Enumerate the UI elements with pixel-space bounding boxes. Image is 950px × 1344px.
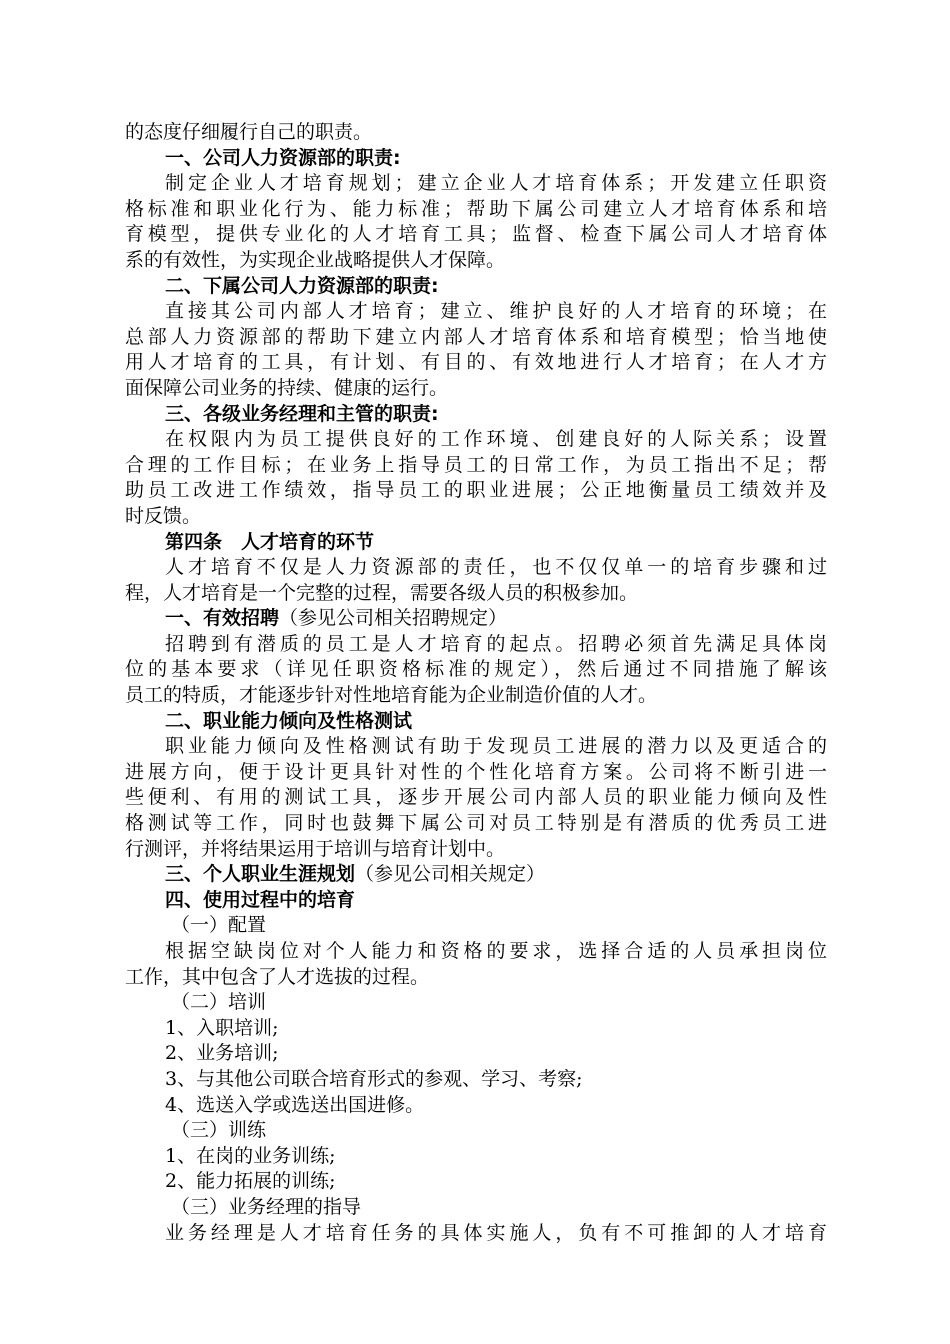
reference-note: （参见公司相关规定） xyxy=(355,863,546,886)
text-line: 员工的特质，才能逐步针对性地培育能为企业制造价值的人才。 xyxy=(125,684,658,707)
article-heading: 第四条 人才培育的环节 xyxy=(165,530,375,553)
subsection-heading: （一）配置 xyxy=(171,914,267,937)
text-line: 位的基本要求（详见任职资格标准的规定），然后通过不同措施了解该 xyxy=(125,658,827,681)
text-line: 格测试等工作，同时也鼓舞下属公司对员工特别是有潜质的优秀员工进 xyxy=(125,812,827,835)
text-line: 育模型，提供专业化的人才培育工具；监督、检查下属公司人才培育体 xyxy=(125,223,827,246)
text-line: 助员工改进工作绩效，指导员工的职业进展；公正地衡量员工绩效并及 xyxy=(125,479,827,502)
text-line: 在权限内为员工提供良好的工作环境、创建良好的人际关系；设置 xyxy=(165,428,827,451)
section-heading: 三、个人职业生涯规划 xyxy=(165,863,356,886)
text-line: 行测评，并将结果运用于培训与培育计划中。 xyxy=(125,837,506,860)
list-item: 2、业务培训; xyxy=(165,1042,279,1065)
section-heading-with-note xyxy=(125,606,827,632)
reference-note: （参见公司相关招聘规定） xyxy=(279,607,508,630)
text-line: 工作，其中包含了人才选拔的过程。 xyxy=(125,965,430,988)
section-heading: 一、公司人力资源部的职责: xyxy=(165,146,401,169)
text-line: 职业能力倾向及性格测试有助于发现员工进展的潜力以及更适合的 xyxy=(165,735,827,758)
subsection-heading: （二）培训 xyxy=(171,991,267,1014)
text-line: 时反馈。 xyxy=(125,504,202,527)
list-item: 3、与其他公司联合培育形式的参观、学习、考察; xyxy=(165,1067,583,1090)
section-heading-with-note xyxy=(125,862,827,888)
text-line: 系的有效性，为实现企业战略提供人才保障。 xyxy=(125,248,506,271)
text-line: 用人才培育的工具，有计划、有目的、有效地进行人才培育；在人才方 xyxy=(125,351,827,374)
text-line: 面保障公司业务的持续、健康的运行。 xyxy=(125,376,449,399)
text-line: 根据空缺岗位对个人能力和资格的要求，选择合适的人员承担岗位 xyxy=(165,940,827,962)
section-heading: 一、有效招聘 xyxy=(165,607,280,630)
list-item: 2、能力拓展的训练; xyxy=(165,1170,336,1193)
subsection-heading: （三）训练 xyxy=(171,1119,267,1142)
section-heading: 二、下属公司人力资源部的职责: xyxy=(165,274,439,297)
text-line: 些便利、有用的测试工具，逐步开展公司内部人员的职业能力倾向及性 xyxy=(125,786,827,809)
text-line: 业务经理是人才培育任务的具体实施人，负有不可推卸的人才培育 xyxy=(165,1221,827,1244)
text-line: 进展方向，便于设计更具针对性的个性化培育方案。公司将不断引进一 xyxy=(125,760,827,783)
text-line: 人才培育不仅是人力资源部的责任，也不仅仅单一的培育步骤和过 xyxy=(165,556,827,579)
text-line: 招聘到有潜质的员工是人才培育的起点。招聘必须首先满足具体岗 xyxy=(165,632,827,655)
subsection-heading: （三）业务经理的指导 xyxy=(171,1195,362,1218)
list-item: 1、在岗的业务训练; xyxy=(165,1144,336,1167)
text-line: 程，人才培育是一个完整的过程，需要各级人员的积极参加。 xyxy=(125,581,639,604)
section-heading: 三、各级业务经理和主管的职责: xyxy=(165,402,439,425)
text-line: 总部人力资源部的帮助下建立内部人才培育体系和培育模型；恰当地使 xyxy=(125,325,827,348)
text-line: 直接其公司内部人才培育；建立、维护良好的人才培育的环境；在 xyxy=(165,300,827,323)
text-line: 制定企业人才培育规划；建立企业人才培育体系；开发建立任职资 xyxy=(165,172,827,195)
section-heading: 二、职业能力倾向及性格测试 xyxy=(165,709,413,732)
document-body xyxy=(125,120,827,1246)
list-item: 1、入职培训; xyxy=(165,1016,279,1039)
section-heading: 四、使用过程中的培育 xyxy=(165,888,356,911)
text-line: 的态度仔细履行自己的职责。 xyxy=(125,121,373,143)
text-line: 合理的工作目标；在业务上指导员工的日常工作，为员工指出不足；帮 xyxy=(125,453,827,476)
text-line: 格标准和职业化行为、能力标准；帮助下属公司建立人才培育体系和培 xyxy=(125,197,827,220)
list-item: 4、选送入学或选送出国进修。 xyxy=(165,1093,425,1116)
